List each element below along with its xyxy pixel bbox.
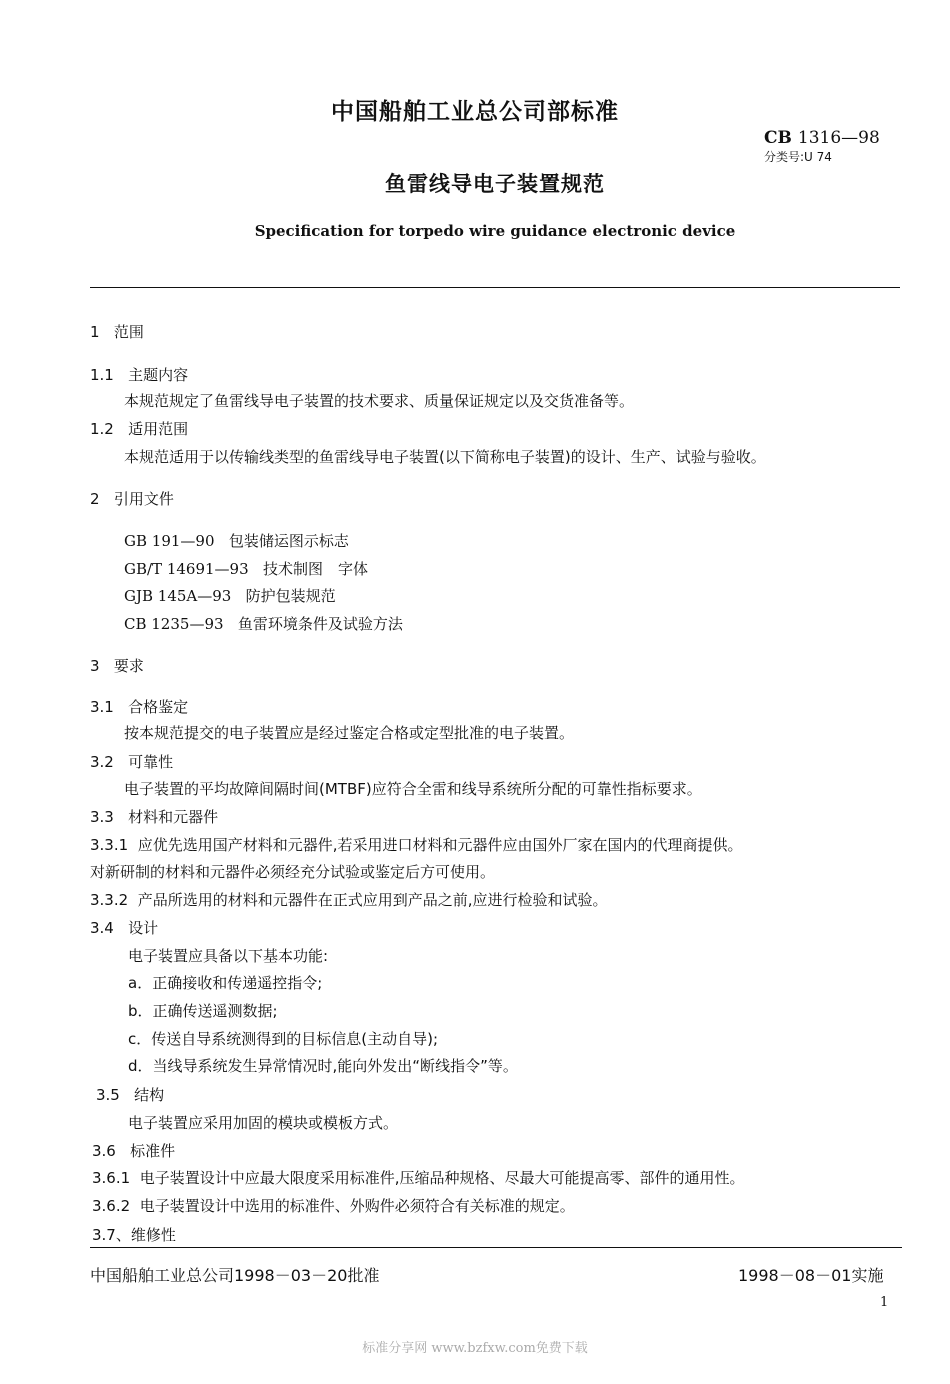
function-item: d．当线导系统发生异常情况时,能向外发出“断线指令”等。 — [128, 1057, 518, 1075]
section-3-1-text: 按本规范提交的电子装置应是经过鉴定合格或定型批准的电子装置。 — [124, 724, 575, 742]
reference-name: 包装储运图示标志 — [228, 532, 349, 550]
section-3-3-1-continuation: 对新研制的材料和元器件必须经充分试验或鉴定后方可使用。 — [90, 863, 496, 881]
paragraph-text: 电子装置设计中应最大限度采用标准件,压缩品种规格、尽最大可能提高零、部件的通用性。 — [139, 1169, 745, 1187]
page-number: 1 — [880, 1295, 889, 1310]
section-number: 3.5 — [96, 1086, 120, 1104]
reference-name: 鱼雷环境条件及试验方法 — [237, 615, 403, 633]
section-3-3-1-text — [90, 834, 743, 855]
function-item: c．传送自导系统测得到的目标信息(主动自导); — [128, 1030, 439, 1048]
section-number: 3.6 — [92, 1142, 116, 1160]
section-title: 可靠性 — [128, 753, 174, 771]
approval-date: 中国船舶工业总公司1998－03－20批准 — [90, 1266, 380, 1285]
effective-date: 1998－08－01实施 — [738, 1266, 884, 1285]
section-3-1-heading — [90, 696, 188, 717]
section-title: 标准件 — [130, 1142, 176, 1160]
section-number: 3.3.1 — [90, 836, 129, 854]
standard-code-number: 1316—98 — [797, 128, 880, 148]
section-number: 2 — [90, 490, 100, 508]
section-title: 引用文件 — [113, 490, 174, 508]
section-3-6-1-text — [92, 1167, 745, 1188]
section-3-2-heading — [90, 751, 173, 772]
section-number: 1 — [90, 323, 100, 341]
paragraph-text: 电子装置设计中选用的标准件、外购件必须符合有关标准的规定。 — [139, 1197, 575, 1215]
section-3-7-heading — [92, 1224, 176, 1245]
reference-code: CB 1235—93 — [124, 615, 224, 633]
section-title: 材料和元器件 — [128, 808, 219, 826]
section-3-5-heading — [96, 1084, 164, 1105]
section-number: 3 — [90, 657, 100, 675]
section-1-2-heading — [90, 418, 188, 439]
section-3-4-intro: 电子装置应具备以下基本功能: — [128, 947, 329, 965]
paragraph-text: 应优先选用国产材料和元器件,若采用进口材料和元器件应由国外厂家在国内的代理商提供。 — [137, 836, 743, 854]
reference-item — [124, 558, 368, 579]
header-rule — [90, 287, 900, 288]
section-3-3-heading — [90, 806, 218, 827]
section-3-2-text: 电子装置的平均故障间隔时间(MTBF)应符合全雷和线导系统所分配的可靠性指标要求。 — [124, 780, 702, 798]
reference-item — [124, 530, 349, 551]
section-number: 1.2 — [90, 420, 114, 438]
section-number: 3.3.2 — [90, 891, 129, 909]
section-number: 3.2 — [90, 753, 114, 771]
reference-item — [124, 585, 336, 606]
section-number: 3.1 — [90, 698, 114, 716]
section-2-heading — [90, 488, 174, 509]
org-title: 中国船舶工业总公司部标准 — [331, 99, 619, 125]
footer-rule — [90, 1247, 902, 1248]
standard-code — [764, 128, 880, 148]
reference-name: 防护包装规范 — [245, 587, 336, 605]
section-3-5-text: 电子装置应采用加固的模块或模板方式。 — [128, 1114, 399, 1132]
section-title: 合格鉴定 — [128, 698, 189, 716]
section-number: 3.3 — [90, 808, 114, 826]
document-title-english: Specification for torpedo wire guidance electronic device — [254, 222, 736, 240]
section-3-heading — [90, 655, 144, 676]
section-1-1-text: 本规范规定了鱼雷线导电子装置的技术要求、质量保证规定以及交货准备等。 — [124, 392, 635, 410]
section-1-2-text: 本规范适用于以传输线类型的鱼雷线导电子装置(以下简称电子装置)的设计、生产、试验与验收。 — [124, 448, 766, 466]
section-title: 主题内容 — [128, 366, 189, 384]
section-title: 维修性 — [130, 1226, 176, 1244]
section-3-3-2-text — [90, 889, 608, 910]
reference-code: GJB 145A—93 — [124, 587, 232, 605]
section-title: 要求 — [113, 657, 144, 675]
section-1-1-heading — [90, 364, 188, 385]
section-number: 3.7、 — [92, 1226, 131, 1244]
watermark: 标准分享网 www.bzfxw.com免费下载 — [362, 1341, 588, 1356]
section-number: 1.1 — [90, 366, 114, 384]
section-title: 设计 — [128, 919, 159, 937]
section-number: 3.4 — [90, 919, 114, 937]
reference-name: 技术制图 字体 — [262, 560, 368, 578]
section-3-6-2-text — [92, 1195, 575, 1216]
section-title: 范围 — [113, 323, 144, 341]
reference-item — [124, 613, 403, 634]
section-title: 结构 — [134, 1086, 165, 1104]
section-3-6-heading — [92, 1140, 175, 1161]
section-1-heading — [90, 321, 144, 342]
document-title: 鱼雷线导电子装置规范 — [385, 172, 605, 196]
section-title: 适用范围 — [128, 420, 189, 438]
function-item: a．正确接收和传递遥控指令; — [128, 974, 323, 992]
section-number: 3.6.1 — [92, 1169, 131, 1187]
function-item: b．正确传送遥测数据; — [128, 1002, 278, 1020]
classification-number: 分类号:U 74 — [764, 150, 832, 164]
standard-code-prefix: CB — [764, 128, 792, 148]
reference-code: GB/T 14691—93 — [124, 560, 249, 578]
paragraph-text: 产品所选用的材料和元器件在正式应用到产品之前,应进行检验和试验。 — [137, 891, 608, 909]
reference-code: GB 191—90 — [124, 532, 215, 550]
section-number: 3.6.2 — [92, 1197, 131, 1215]
section-3-4-heading — [90, 917, 158, 938]
